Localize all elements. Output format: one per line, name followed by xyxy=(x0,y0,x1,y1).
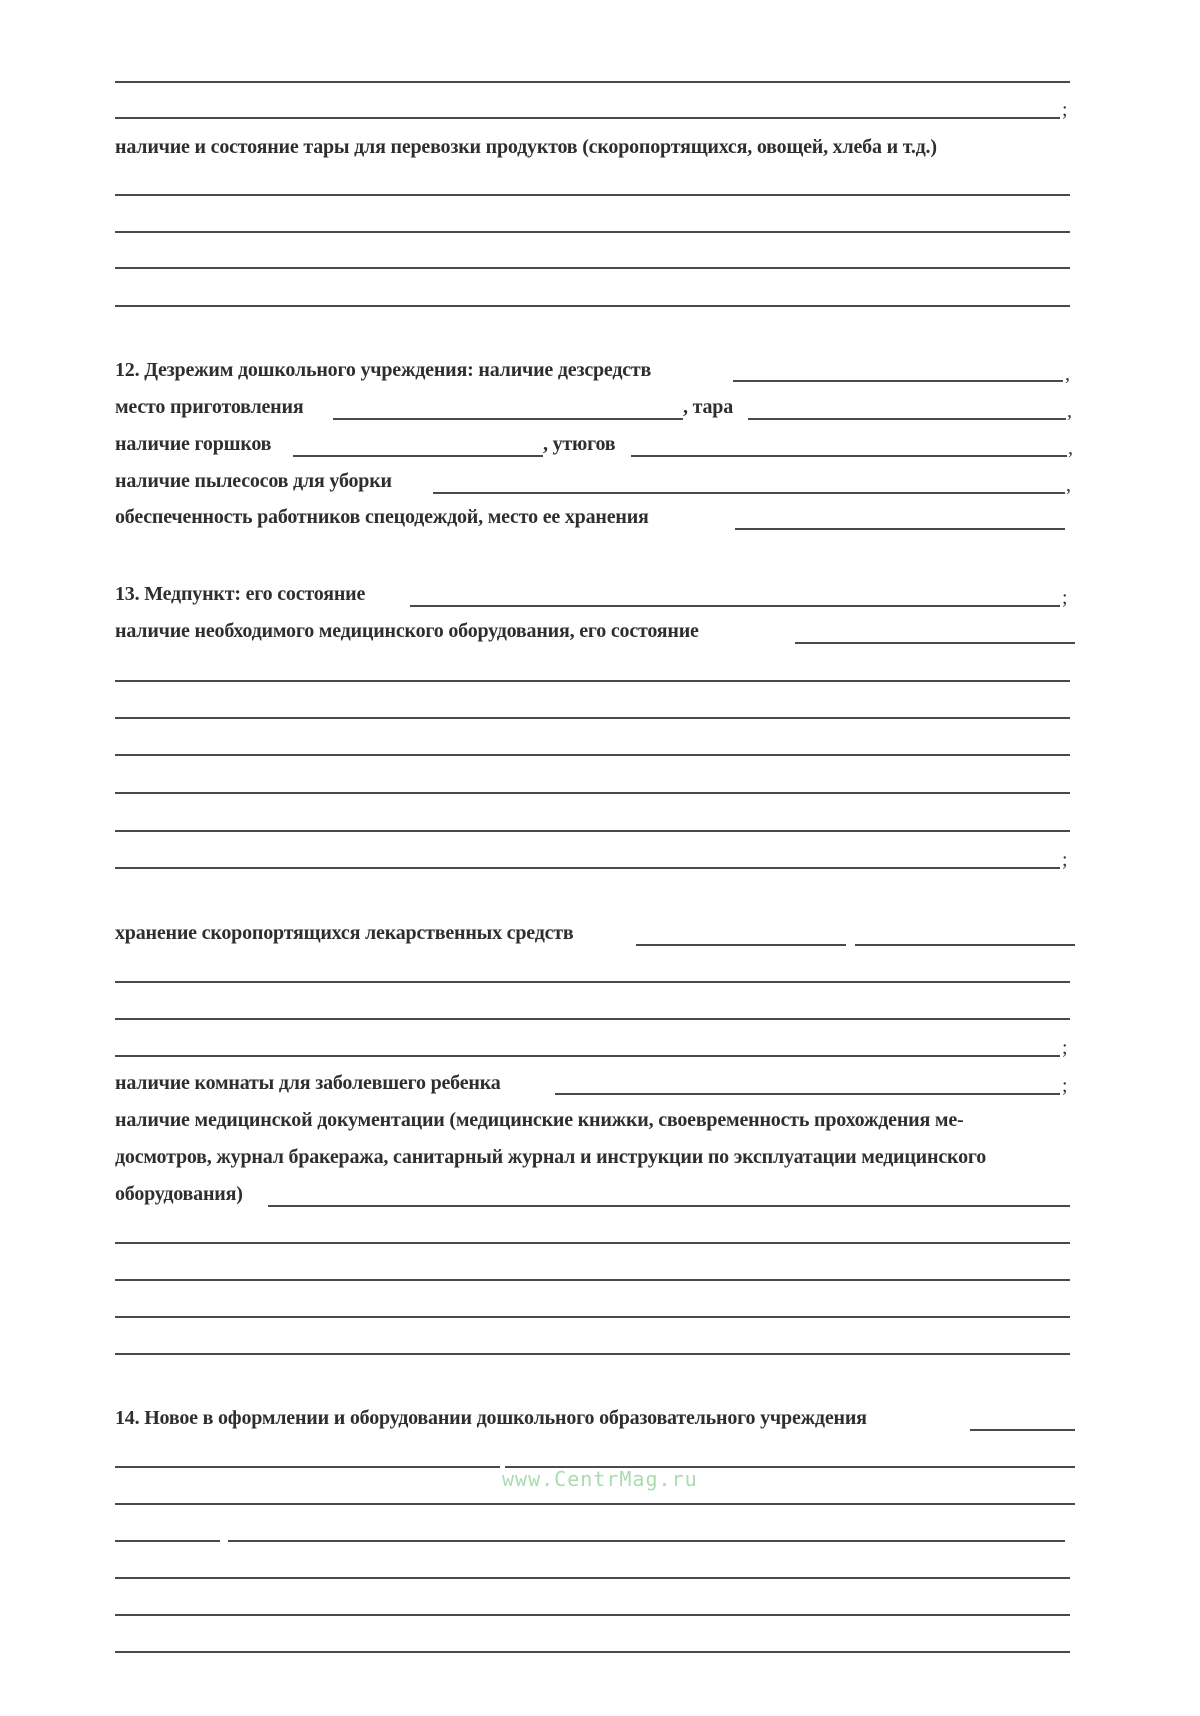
semicolon: ; xyxy=(1062,1037,1068,1059)
fill-line xyxy=(115,1353,1070,1355)
fill-line xyxy=(115,981,1070,983)
fill-line xyxy=(748,418,1066,420)
comma: , xyxy=(1065,363,1070,385)
semicolon: ; xyxy=(1062,587,1068,609)
comma: , xyxy=(1067,400,1072,422)
semicolon: ; xyxy=(1062,1075,1068,1097)
fill-line xyxy=(293,455,543,457)
irons-label: , утюгов xyxy=(543,433,616,455)
fill-line xyxy=(333,418,683,420)
equipment-label: наличие необходимого медицинского оборудования, его состояние xyxy=(115,620,699,642)
fill-line xyxy=(115,1503,1075,1505)
fill-line xyxy=(795,642,1075,644)
section-14-heading: 14. Новое в оформлении и оборудовании дошкольного образовательного учреждения xyxy=(115,1407,867,1429)
tara-label: наличие и состояние тары для перевозки продуктов (скоропортящихся, овощей, хлеба и т.д.) xyxy=(115,136,937,158)
fill-line xyxy=(115,867,1060,869)
vacuum-label: наличие пылесосов для уборки xyxy=(115,470,392,492)
fill-line xyxy=(735,528,1065,530)
fill-line xyxy=(970,1429,1075,1431)
fill-line xyxy=(115,754,1070,756)
fill-line xyxy=(636,944,846,946)
docs-label-2: досмотров, журнал бракеража, санитарный журнал и инструкции по эксплуатации медицинского xyxy=(115,1146,987,1168)
fill-line xyxy=(115,1540,220,1542)
room-label: наличие комнаты для заболевшего ребенка xyxy=(115,1072,501,1094)
docs-label-3: оборудования) xyxy=(115,1183,243,1205)
watermark: www.CentrMag.ru xyxy=(502,1467,698,1491)
fill-line xyxy=(433,492,1065,494)
fill-line xyxy=(115,81,1070,83)
fill-line xyxy=(115,1577,1070,1579)
semicolon: ; xyxy=(1062,849,1068,871)
fill-line xyxy=(115,117,1060,119)
fill-line xyxy=(115,1316,1070,1318)
fill-line xyxy=(115,305,1070,307)
fill-line xyxy=(115,1279,1070,1281)
uniform-label: обеспеченность работников спецодеждой, место ее хранения xyxy=(115,506,649,528)
docs-label-1: наличие медицинской документации (медицинские книжки, своевременность прохождения ме- xyxy=(115,1109,964,1131)
fill-line xyxy=(555,1093,1060,1095)
fill-line xyxy=(855,944,1075,946)
fill-line xyxy=(115,194,1070,196)
fill-line xyxy=(115,792,1070,794)
fill-line xyxy=(115,1614,1070,1616)
fill-line xyxy=(115,1651,1070,1653)
fill-line xyxy=(115,1018,1070,1020)
place-label: место приготовления xyxy=(115,396,304,418)
fill-line xyxy=(115,680,1070,682)
fill-line xyxy=(631,455,1067,457)
fill-line xyxy=(115,1055,1060,1057)
section-13-heading: 13. Медпункт: его состояние xyxy=(115,583,366,605)
comma: , xyxy=(1066,474,1071,496)
fill-line xyxy=(228,1540,1065,1542)
pots-label: наличие горшков xyxy=(115,433,272,455)
fill-line xyxy=(410,605,1060,607)
comma: , xyxy=(1068,437,1073,459)
fill-line xyxy=(268,1205,1070,1207)
fill-line xyxy=(115,717,1070,719)
tara-inline-label: , тара xyxy=(683,396,733,418)
fill-line xyxy=(115,1466,500,1468)
fill-line xyxy=(115,1242,1070,1244)
fill-line xyxy=(115,231,1070,233)
section-12-heading: 12. Дезрежим дошкольного учреждения: наличие дезсредств xyxy=(115,359,652,381)
fill-line xyxy=(115,267,1070,269)
fill-line xyxy=(733,380,1063,382)
fill-line xyxy=(115,830,1070,832)
semicolon: ; xyxy=(1062,99,1068,121)
storage-label: хранение скоропортящихся лекарственных средств xyxy=(115,922,574,944)
